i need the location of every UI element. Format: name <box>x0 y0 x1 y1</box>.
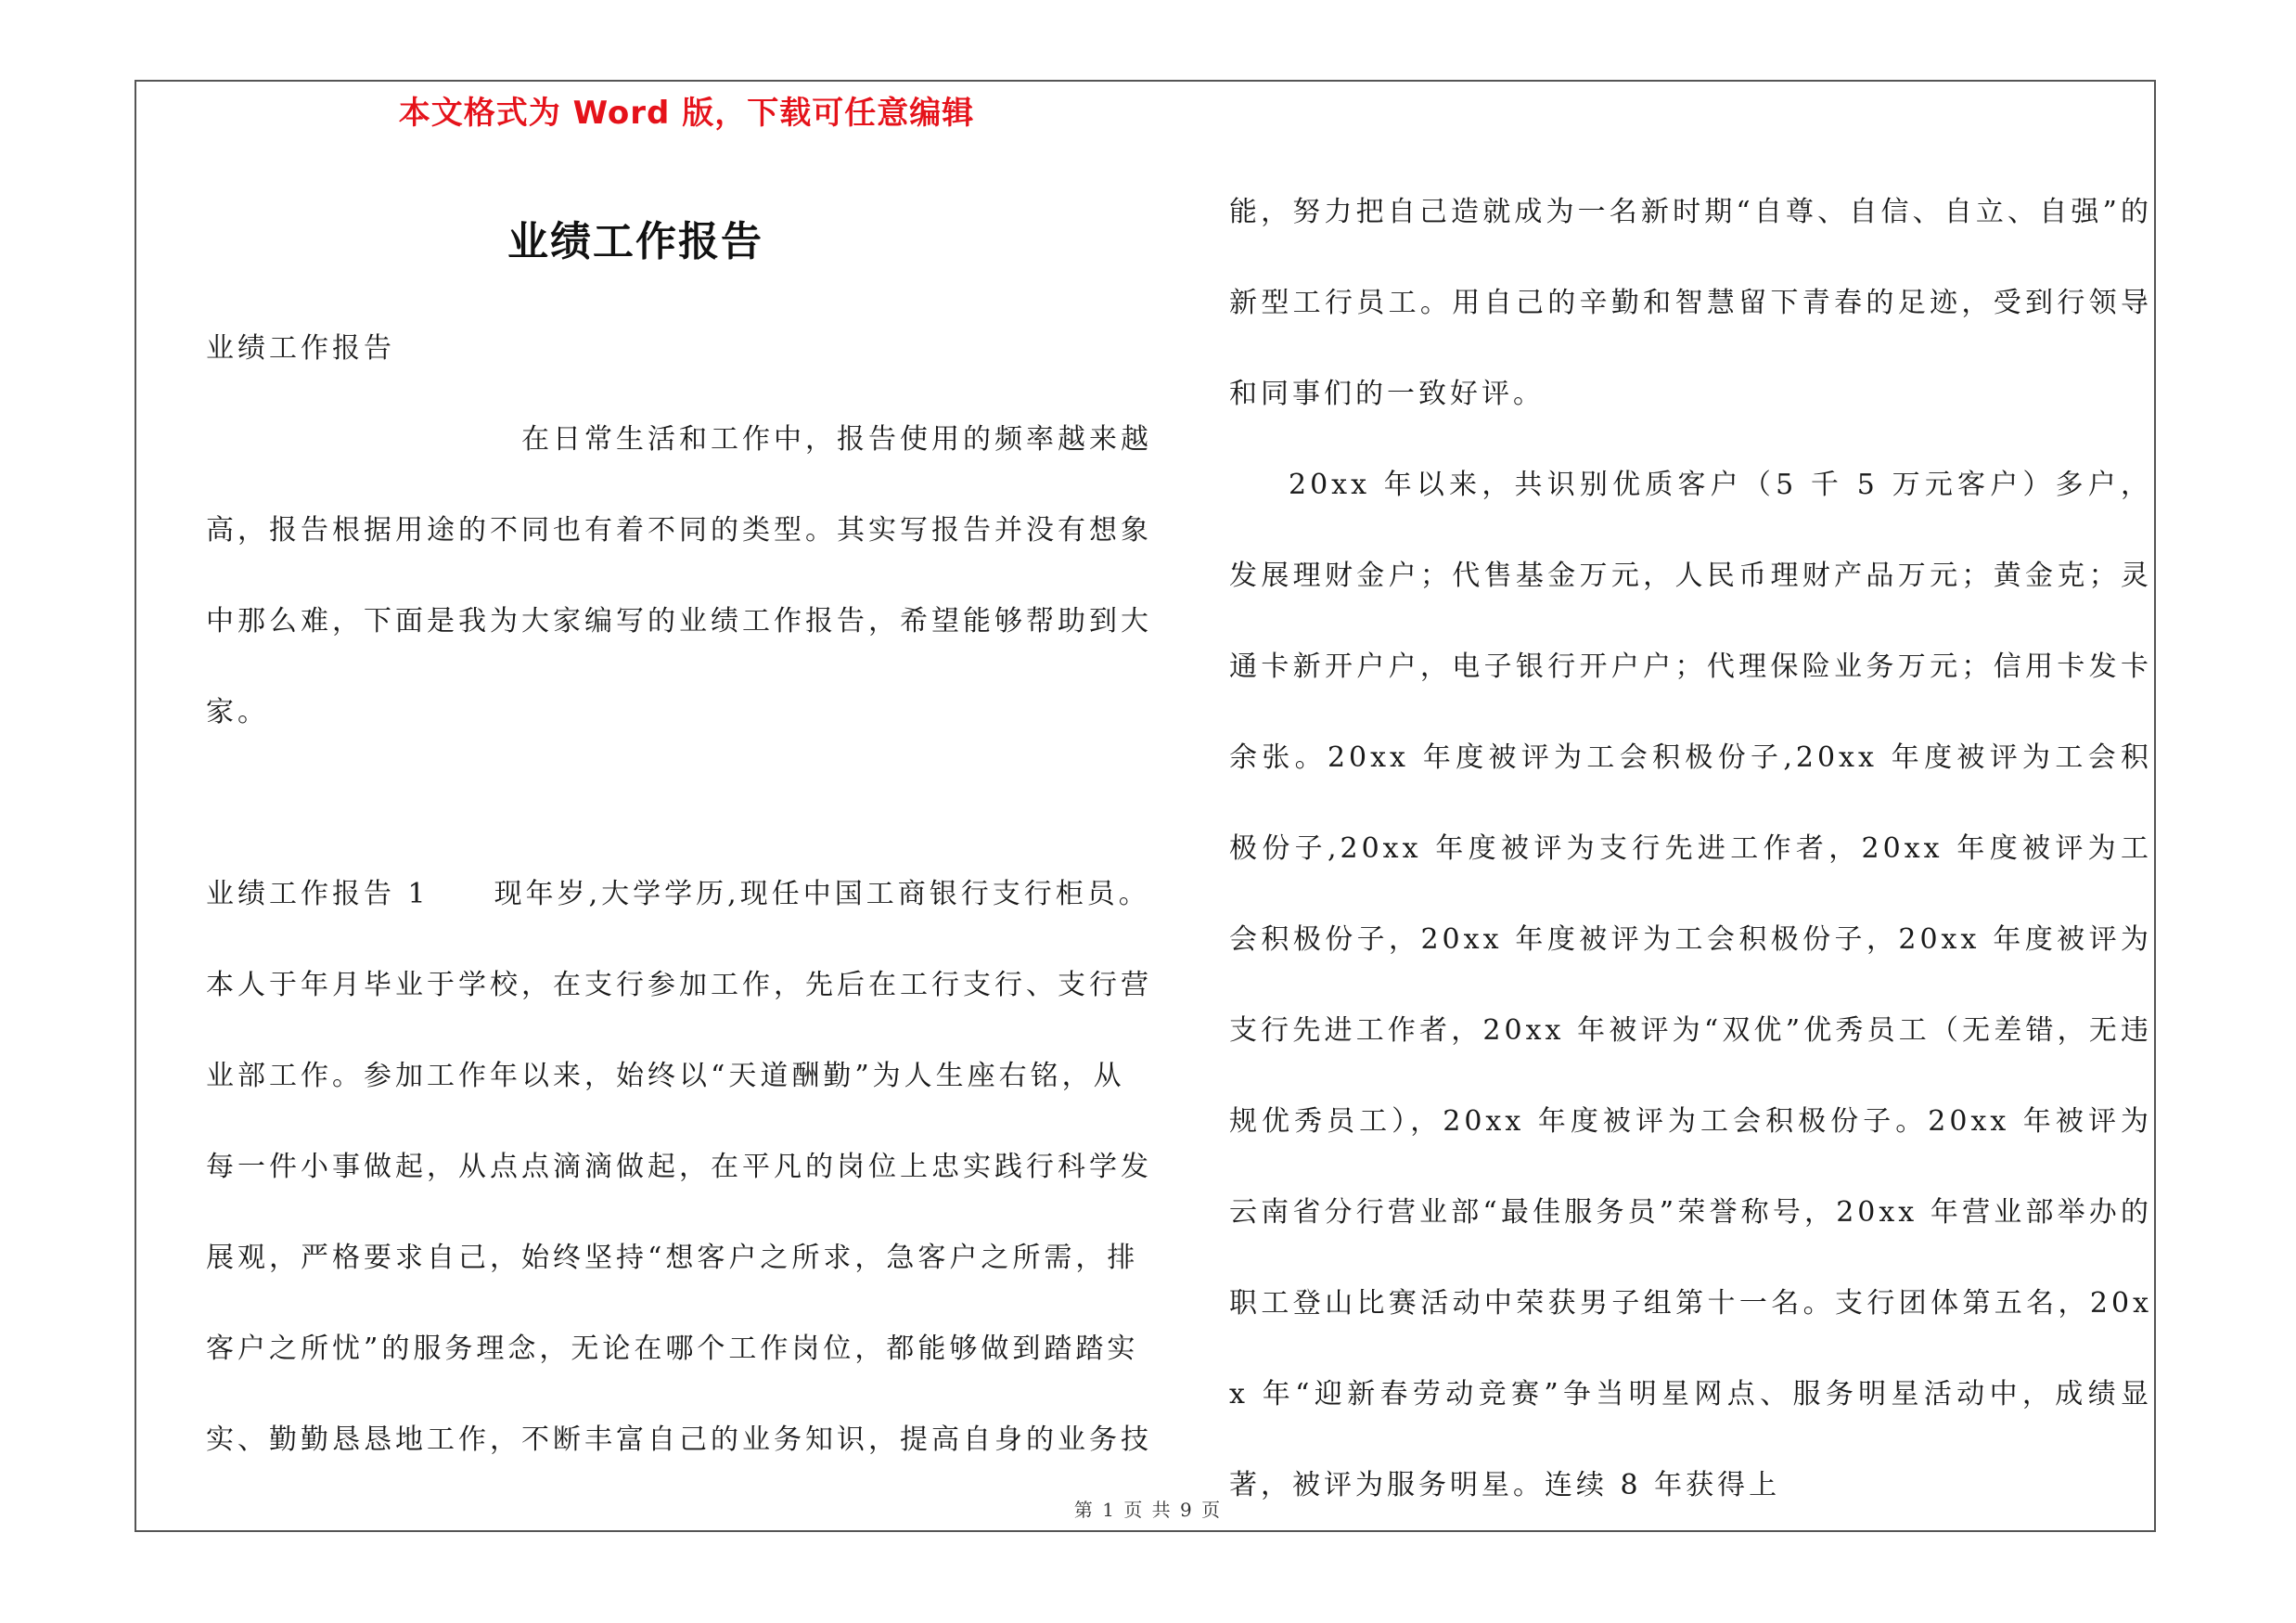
left-column <box>206 303 1152 1486</box>
subtitle: 业绩工作报告 <box>206 332 395 365</box>
format-banner: 本文格式为 Word 版，下载可任意编辑 <box>398 95 975 132</box>
intro-paragraph: 在日常生活和工作中，报告使用的频率越来越高，报告根据用途的不同也有着不同的类型。其实写报告并没有想象中那么难，下面是我为大家编写的业绩工作报告，希望能够帮助到大家。 <box>206 423 1152 728</box>
section-paragraph <box>206 849 1152 1486</box>
right-paragraph-2: 20xx 年以来，共识别优质客户（5 千 5 万元客户）多户，发展理财金户；代售基金万元，人民币理财产品万元；黄金克；灵通卡新开户户，电子银行开户户；代理保险业务万元；信用卡发卡余张。20xx 年度被评为工会积极份子,20xx 年度被评为工会积极份子,20xx 年度被评为支行先进工作者，20xx 年度被评为工会积极份子，20xx 年度被评为工会积极份子，20xx 年度被评为支行先进工作者，20xx 年被评为“双优”优秀员工（无差错，无违规优秀员工），20xx 年度被评为工会积极份子。20xx 年被评为云南省分行营业部“最佳服务员”荣誉称号，20xx 年营业部举办的职工登山比赛活动中荣获男子组第十一名。支行团体第五名，20xx 年“迎新春劳动竞赛”争当明星网点、服务明星活动中，成绩显著，被评为服务明星。连续 8 年获得上 <box>1229 469 2152 1501</box>
page-footer: 第 1 页 共 9 页 <box>1073 1499 1223 1521</box>
section-heading: 业绩工作报告 1 <box>206 878 430 910</box>
blank-line <box>206 758 1152 849</box>
right-column <box>1229 167 2152 1531</box>
right-paragraph-1: 能，努力把自己造就成为一名新时期“自尊、自信、自立、自强”的新型工行员工。用自己的辛勤和智慧留下青春的足迹，受到行领导和同事们的一致好评。 <box>1229 196 2152 410</box>
section-body: 现年岁,大学学历,现任中国工商银行支行柜员。本人于年月毕业于学校，在支行参加工作，先后在工行支行、支行营业部工作。参加工作年以来，始终以“天道酬勤”为人生座右铭，从每一件小事做起，从点点滴滴做起，在平凡的岗位上忠实践行科学发展观，严格要求自己，始终坚持“想客户之所求，急客户之所需，排客户之所忧”的服务理念，无论在哪个工作岗位，都能够做到踏踏实实、勤勤恳恳地工作，不断丰富自己的业务知识，提高自身的业务技 <box>206 878 1152 1456</box>
document-title: 业绩工作报告 <box>507 218 763 265</box>
